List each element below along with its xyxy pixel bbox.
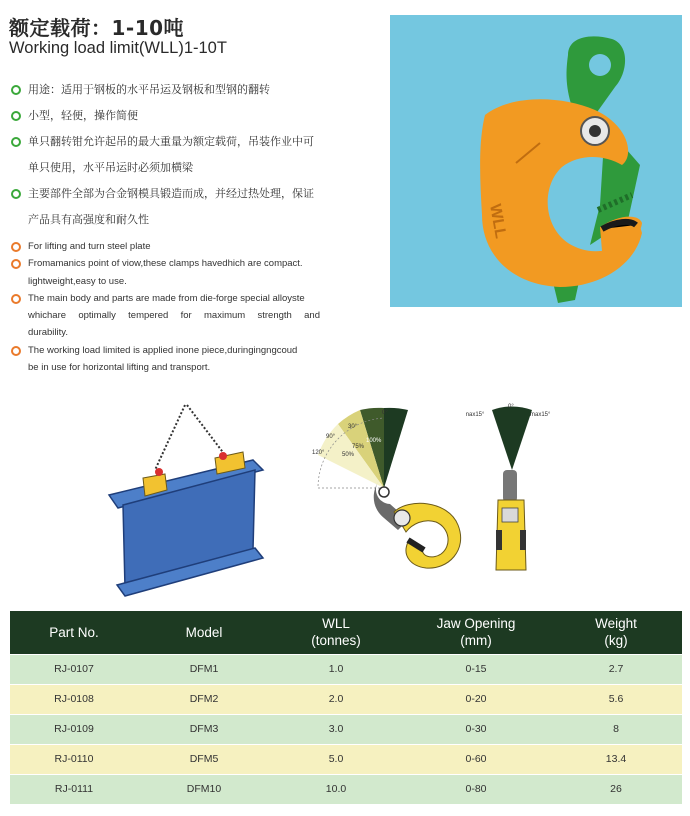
cell-wll: 2.0 <box>270 684 402 714</box>
page-title-cn: 额定载荷：1-10吨 <box>9 16 185 40</box>
feature-en-wll-cont <box>10 359 320 376</box>
feature-en-material-end <box>10 324 320 341</box>
cell-wll: 5.0 <box>270 744 402 774</box>
cell-model: DFM2 <box>138 684 270 714</box>
feature-cn-text: 产品具有高强度和耐久性 <box>28 213 149 226</box>
cell-weight: 2.7 <box>550 654 682 684</box>
cell-weight: 13.4 <box>550 744 682 774</box>
table-row <box>10 744 682 774</box>
cell-model: DFM10 <box>138 774 270 804</box>
feature-cn-material-cont <box>10 207 320 233</box>
table-row <box>10 654 682 684</box>
feature-en-text: The working load limited is applied inone piece,duringingngcoud <box>28 344 298 356</box>
feature-list-en <box>10 238 320 376</box>
col-header-weight: Weight (kg) <box>550 611 682 654</box>
cell-part-no: RJ-0109 <box>10 714 138 744</box>
cell-jaw-opening: 0-60 <box>402 744 550 774</box>
feature-list-cn <box>10 77 320 233</box>
feature-cn-usage <box>10 77 320 103</box>
percent-50-label: 50% <box>342 452 355 458</box>
feature-en-compact-cont <box>10 273 320 290</box>
feature-cn-text: 用途：适用于钢板的水平吊运及钢板和型钢的翻转 <box>28 83 270 96</box>
feature-en-text: be in use for horizontal lifting and transport. <box>28 362 211 374</box>
cell-wll: 10.0 <box>270 774 402 804</box>
feature-cn-material <box>10 181 320 207</box>
beam-lifting-diagram <box>103 400 273 600</box>
front-angle-max15-right-label: max15° <box>530 412 551 418</box>
col-header-model: Model <box>138 611 270 654</box>
cell-wll: 1.0 <box>270 654 402 684</box>
product-photo <box>390 15 682 307</box>
green-bullet-icon <box>11 137 21 147</box>
col-header-jaw-opening: Jaw Opening (mm) <box>402 611 550 654</box>
feature-cn-text: 单只翻转钳允许起吊的最大重量为额定载荷，吊装作业中可 <box>28 135 314 148</box>
feature-en-material-cont <box>10 307 320 324</box>
clamp-wll-marking: WLL <box>486 202 509 240</box>
feature-cn-load <box>10 129 320 155</box>
specification-table <box>10 611 682 804</box>
feature-en-text: The main body and parts are made from die-forge special alloyste <box>28 292 305 304</box>
feature-en-compact <box>10 255 320 272</box>
page-title-en: Working load limit(WLL)1-10T <box>9 39 227 57</box>
feature-cn-text: 单只使用，水平吊运时必须加横梁 <box>28 161 193 174</box>
percent-75-label: 75% <box>352 444 365 450</box>
cell-weight: 26 <box>550 774 682 804</box>
orange-bullet-icon <box>11 294 21 304</box>
feature-en-wll <box>10 342 320 359</box>
percent-100-label: 100% <box>366 438 382 444</box>
green-bullet-icon <box>11 189 21 199</box>
angle-load-diagram <box>298 400 478 580</box>
cell-jaw-opening: 0-80 <box>402 774 550 804</box>
table-row <box>10 774 682 804</box>
orange-bullet-icon <box>11 346 21 356</box>
cell-part-no: RJ-0108 <box>10 684 138 714</box>
cell-weight: 8 <box>550 714 682 744</box>
cell-part-no: RJ-0110 <box>10 744 138 774</box>
angle-120-label: 120° <box>312 450 325 456</box>
cell-model: DFM1 <box>138 654 270 684</box>
cell-model: DFM3 <box>138 714 270 744</box>
feature-en-text: Fromamanics point of viow,these clamps havedhich are compact. <box>28 258 303 270</box>
angle-90-label: 90° <box>326 434 336 440</box>
feature-en-text: lightweight,easy to use. <box>28 275 127 287</box>
table-header-row <box>10 611 682 654</box>
angle-chart-illustration <box>298 400 478 580</box>
orange-bullet-icon <box>11 259 21 269</box>
feature-en-material <box>10 290 320 307</box>
cell-wll: 3.0 <box>270 714 402 744</box>
table-row <box>10 714 682 744</box>
feature-cn-load-cont <box>10 155 320 181</box>
plate-clamp-illustration <box>390 15 682 307</box>
table-row <box>10 684 682 714</box>
col-header-part-no: Part No. <box>10 611 138 654</box>
i-beam-lift-illustration <box>103 400 273 600</box>
orange-bullet-icon <box>11 242 21 252</box>
front-view-diagram <box>466 400 556 580</box>
front-view-illustration <box>466 400 556 580</box>
cell-model: DFM5 <box>138 744 270 774</box>
feature-en-text: durability. <box>28 327 68 339</box>
front-angle-0-label: 0° <box>508 404 514 410</box>
cell-jaw-opening: 0-30 <box>402 714 550 744</box>
cell-part-no: RJ-0107 <box>10 654 138 684</box>
front-angle-max15-left-label: max15° <box>466 412 485 418</box>
feature-en-text: whichare optimally tempered for maximum strength and <box>28 310 320 322</box>
cell-jaw-opening: 0-15 <box>402 654 550 684</box>
feature-en-text: For lifting and turn steel plate <box>28 241 151 252</box>
green-bullet-icon <box>11 85 21 95</box>
angle-0-label: 0° <box>382 410 388 416</box>
col-header-wll: WLL (tonnes) <box>270 611 402 654</box>
cell-jaw-opening: 0-20 <box>402 684 550 714</box>
angle-30-label: 30° <box>348 424 358 430</box>
feature-en-lifting <box>10 238 320 255</box>
green-bullet-icon <box>11 111 21 121</box>
feature-cn-text: 主要部件全部为合金钢模具锻造而成，并经过热处理，保证 <box>28 187 314 200</box>
cell-part-no: RJ-0111 <box>10 774 138 804</box>
cell-weight: 5.6 <box>550 684 682 714</box>
feature-cn-compact <box>10 103 320 129</box>
feature-cn-text: 小型，轻便，操作简便 <box>28 109 138 122</box>
